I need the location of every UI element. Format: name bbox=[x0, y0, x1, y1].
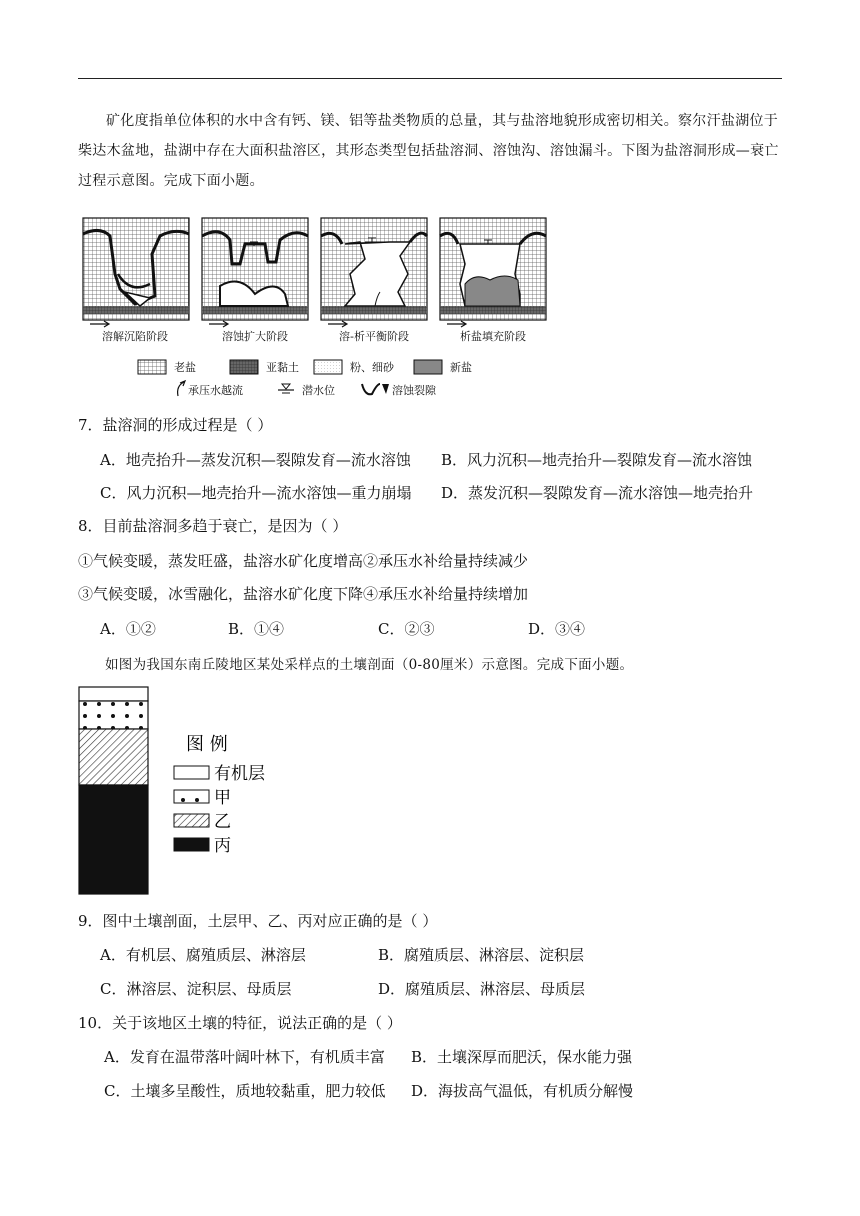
legend-sand: 粉、细砂 bbox=[350, 361, 394, 374]
stage-caption-4: 析盐填充阶段 bbox=[460, 330, 526, 343]
q9-option-a[interactable]: A．有机层、腐殖质层、淋溶层 bbox=[100, 946, 306, 964]
stage-panel-3 bbox=[321, 218, 427, 327]
stage-caption-1: 溶解沉陷阶段 bbox=[102, 330, 168, 343]
q9-option-d[interactable]: D．腐殖质层、淋溶层、母质层 bbox=[378, 980, 586, 998]
legend-new-salt-swatch bbox=[414, 360, 442, 374]
legend-old-salt: 老盐 bbox=[174, 361, 196, 374]
soil-profile-figure bbox=[78, 686, 298, 896]
legend-jia-swatch bbox=[174, 790, 209, 803]
layer-jia bbox=[79, 701, 148, 729]
salt-cave-figure bbox=[80, 214, 550, 400]
q8-option-a[interactable]: A．①② bbox=[100, 620, 156, 638]
legend-jia: 甲 bbox=[214, 788, 231, 808]
legend-clay-swatch bbox=[230, 360, 258, 374]
q7-stem: 7．盐溶洞的形成过程是（ ） bbox=[78, 416, 273, 434]
legend-water-table: 潜水位 bbox=[302, 384, 335, 397]
q10-option-d[interactable]: D．海拔高气温低，有机质分解慢 bbox=[411, 1082, 634, 1100]
legend-clay: 亚黏土 bbox=[266, 361, 299, 374]
legend-new-salt: 新盐 bbox=[450, 361, 472, 374]
legend-bing-swatch bbox=[174, 838, 209, 851]
crack-icon bbox=[362, 384, 389, 394]
stage-panel-4 bbox=[440, 218, 546, 327]
layer-yi bbox=[79, 729, 148, 785]
q7-option-d[interactable]: D．蒸发沉积—裂隙发育—流水溶蚀—地壳抬升 bbox=[441, 484, 754, 502]
q10-option-c[interactable]: C．土壤多呈酸性，质地较黏重，肥力较低 bbox=[104, 1082, 386, 1100]
q8-option-d[interactable]: D．③④ bbox=[528, 620, 586, 638]
artesian-flow-arrow-icon bbox=[178, 382, 184, 396]
stage-caption-3: 溶-析平衡阶段 bbox=[339, 330, 409, 343]
legend-sand-swatch bbox=[314, 360, 342, 374]
header-rule bbox=[78, 78, 782, 79]
intro-paragraph-1: 矿化度指单位体积的水中含有钙、镁、铝等盐类物质的总量，其与盐溶地貌形成密切相关。察尔汗盐湖位于柴达木盆地，盐湖中存在大面积盐溶区，其形态类型包括盐溶洞、溶蚀沟、溶蚀漏斗。下图为盐溶洞形成—衰亡过程示意图。完成下面小题。 bbox=[78, 113, 779, 189]
legend-organic: 有机层 bbox=[214, 764, 265, 784]
stage-caption-2: 溶蚀扩大阶段 bbox=[222, 330, 288, 343]
legend-organic-swatch bbox=[174, 766, 209, 779]
legend-bing: 丙 bbox=[214, 836, 231, 856]
legend-artesian-flow: 承压水越流 bbox=[188, 384, 243, 397]
legend-yi: 乙 bbox=[214, 812, 231, 832]
q9-option-b[interactable]: B．腐殖质层、淋溶层、淀积层 bbox=[378, 946, 585, 964]
legend-title: 图 例 bbox=[186, 734, 228, 755]
q8-stem: 8．目前盐溶洞多趋于衰亡，是因为（ ） bbox=[78, 517, 348, 535]
q8-option-c[interactable]: C．②③ bbox=[378, 620, 435, 638]
stage-panel-1 bbox=[83, 218, 189, 327]
layer-bing bbox=[79, 785, 148, 894]
q7-option-a[interactable]: A．地壳抬升—蒸发沉积—裂隙发育—流水溶蚀 bbox=[100, 451, 411, 469]
intro-paragraph-2: 如图为我国东南丘陵地区某处采样点的土壤剖面（0-80厘米）示意图。完成下面小题。 bbox=[105, 657, 634, 673]
legend-yi-swatch bbox=[174, 814, 209, 827]
layer-organic bbox=[79, 687, 148, 701]
legend-crack: 溶蚀裂隙 bbox=[392, 384, 436, 397]
legend-old-salt-swatch bbox=[138, 360, 166, 374]
q9-option-c[interactable]: C．淋溶层、淀积层、母质层 bbox=[100, 980, 292, 998]
q7-option-b[interactable]: B．风力沉积—地壳抬升—裂隙发育—流水溶蚀 bbox=[441, 451, 753, 469]
water-table-icon bbox=[278, 384, 294, 393]
q10-option-b[interactable]: B．土壤深厚而肥沃，保水能力强 bbox=[411, 1048, 633, 1066]
q8-statements-3-4: ③气候变暖，冰雪融化，盐溶水矿化度下降④承压水补给量持续增加 bbox=[78, 585, 529, 603]
q7-option-c[interactable]: C．风力沉积—地壳抬升—流水溶蚀—重力崩塌 bbox=[100, 484, 412, 502]
q10-option-a[interactable]: A．发育在温带落叶阔叶林下，有机质丰富 bbox=[104, 1048, 385, 1066]
stage-panel-2 bbox=[202, 218, 308, 327]
q10-stem: 10．关于该地区土壤的特征，说法正确的是（ ） bbox=[78, 1014, 402, 1032]
q9-stem: 9．图中土壤剖面，土层甲、乙、丙对应正确的是（ ） bbox=[78, 912, 438, 930]
q8-statements-1-2: ①气候变暖，蒸发旺盛，盐溶水矿化度增高②承压水补给量持续减少 bbox=[78, 552, 529, 570]
q8-option-b[interactable]: B．①④ bbox=[228, 620, 285, 638]
